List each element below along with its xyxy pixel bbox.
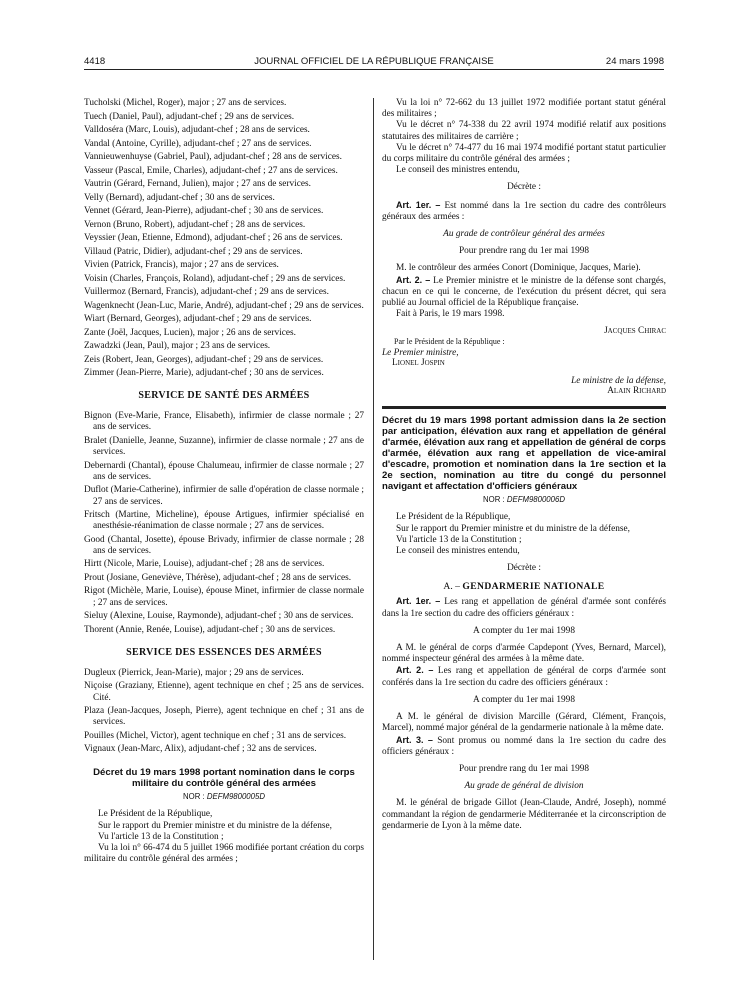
decree-paragraph: Vu la loi n° 66-474 du 5 juillet 1966 modifiée portant création du corps militaire du contrôle général des armées ; xyxy=(84,843,364,865)
d2-article-3-label: Art. 3. – xyxy=(396,734,433,745)
section-a-title: GENDARMERIE NATIONALE xyxy=(462,581,605,593)
list-entry: Pouilles (Michel, Victor), agent technique en chef ; 31 ans de services. xyxy=(84,730,347,741)
list-entry: Voisin (Charles, François, Roland), adjudant-chef ; 29 ans de services. xyxy=(84,273,346,284)
section-a-prefix: A. – xyxy=(443,581,460,593)
right-column xyxy=(382,98,666,832)
article-1 xyxy=(382,200,666,223)
list-entry: Zante (Joël, Jacques, Lucien), major ; 26 ans de services. xyxy=(84,327,296,338)
page-header xyxy=(84,56,664,70)
decree-paragraph: Vu la loi n° 72-662 du 13 juillet 1972 modifiée portant statut général des militaires ; xyxy=(382,98,666,120)
list-entry: Duflot (Marie-Catherine), infirmier de salle d'opération de classe normale ; 27 ans de services. xyxy=(84,485,364,507)
signature-president: Jacques Chirac xyxy=(604,326,666,337)
list-entry: Sieluy (Alexine, Louise, Raymonde), adjudant-chef ; 30 ans de services. xyxy=(84,611,354,622)
d2-article-2-text: Les rang et appellation de général de corps d'armée sont conférés dans la 1re section du cadre des officiers généraux : xyxy=(382,666,667,688)
list-entry: Rigot (Michèle, Marie, Louise), épouse Minet, infirmier de classe normale ; 27 ans de services. xyxy=(84,586,364,608)
article-2 xyxy=(382,275,666,310)
list-entry: Vennet (Gérard, Jean-Pierre), adjudant-chef ; 30 ans de services. xyxy=(84,206,324,216)
decree-paragraph: Le Président de la République, xyxy=(98,809,213,820)
list-entry: Tuech (Daniel, Paul), adjudant-chef ; 29 ans de services. xyxy=(84,111,295,122)
section-a-heading xyxy=(382,581,666,592)
decrete-label-2: Décrète : xyxy=(507,563,541,574)
decree-paragraph: Le conseil des ministres entendu, xyxy=(396,546,520,557)
d2-article-3 xyxy=(382,735,666,758)
issue-date: 24 mars 1998 xyxy=(605,56,664,67)
list-entry: Wagenknecht (Jean-Luc, Marie, André), adjudant-chef ; 29 ans de services. xyxy=(84,300,364,311)
nor-label: NOR : xyxy=(183,792,205,802)
journal-title: JOURNAL OFFICIEL DE LA RÉPUBLIQUE FRANÇAISE xyxy=(254,56,494,67)
list-entry: Wiart (Bernard, Georges), adjudant-chef ; 29 ans de services. xyxy=(84,314,312,324)
d2-grade-3: Au grade de général de division xyxy=(464,781,584,792)
list-entry: Vasseur (Pascal, Emile, Charles), adjudant-chef ; 27 ans de services. xyxy=(84,165,338,176)
sante-list xyxy=(84,411,364,636)
list-entry: Vautrin (Gérard, Fernand, Julien), major ; 27 ans de services. xyxy=(84,179,311,189)
list-entry: Prout (Josiane, Geneviève, Thérèse), adjudant-chef ; 28 ans de services. xyxy=(84,572,352,583)
d2-article-1 xyxy=(382,596,666,619)
nor-label: NOR : xyxy=(483,495,505,505)
d2-rang-3: Pour prendre rang du 1er mai 1998 xyxy=(458,763,590,774)
decree-preamble xyxy=(84,809,364,865)
article-1-text: Est nommé dans la 1re section du cadre des contrôleurs généraux des armées : xyxy=(382,200,666,222)
d2-article-1-text: Les rang et appellation de général d'armée sont conférés dans la 1re section du cadre des officiers généraux : xyxy=(382,597,667,619)
d2-compter-1: A compter du 1er mai 1998 xyxy=(473,625,575,636)
list-entry: Zimmer (Jean-Pierre, Marie), adjudant-chef ; 30 ans de services. xyxy=(84,368,324,378)
list-entry: Vuillermoz (Bernard, Francis), adjudant-chef ; 29 ans de services. xyxy=(84,287,329,297)
decree-visas xyxy=(382,98,666,176)
d2-article-3-text: Sont promus ou nommé dans la 1re section du cadre des officiers généraux : xyxy=(382,735,666,757)
decree-paragraph: Le Président de la République, xyxy=(396,512,511,523)
rang-line: Pour prendre rang du 1er mai 1998 xyxy=(458,246,590,257)
list-entry: Villaud (Patric, Didier), adjudant-chef ; 29 ans de services. xyxy=(84,246,303,257)
nor-code: DEFM9800006D xyxy=(506,495,565,505)
d2-compter-2: A compter du 1er mai 1998 xyxy=(473,694,575,705)
fait-a-paris: Fait à Paris, le 19 mars 1998. xyxy=(396,309,505,320)
decree-paragraph: Le conseil des ministres entendu, xyxy=(396,165,520,176)
decree-2-preamble xyxy=(382,512,666,557)
premier-ministre-label: Le Premier ministre, xyxy=(382,348,459,359)
list-entry: Vandal (Antoine, Cyrille), adjudant-chef ; 27 ans de services. xyxy=(84,138,312,149)
list-entry: Veyssier (Jean, Etienne, Edmond), adjudant-chef ; 26 ans de services. xyxy=(84,233,343,243)
grade-line: Au grade de contrôleur général des armées xyxy=(443,229,605,240)
d2-nomination-1: A M. le général de corps d'armée Capdepont (Yves, Bernard, Marcel), nommé inspecteur général des armées à la même date. xyxy=(382,643,666,665)
list-entry: Debernardi (Chantal), épouse Chalumeau, infirmier de classe normale ; 27 ans de services. xyxy=(84,460,364,482)
d2-nomination-3: M. le général de brigade Gillot (Jean-Claude, André, Joseph), nommé commandant la région de gendarmerie Méditerranée et la circonscription de gendarmerie de Lyon à la même date. xyxy=(382,798,666,831)
ministre-defense-name: Alain Richard xyxy=(607,386,666,397)
decree-2-title: Décret du 19 mars 1998 portant admission dans la 2e section par anticipation, élévation aux rang et appellation de général d'armée, élévation aux rang et appellation de général de corps d'armée, élévation aux rang et appellation de vice-amiral d'escadre, promotion et nomination dans la 1re section et la 2e section, nomination au titre du congé du personnel navigant et affectation d'officiers généraux xyxy=(382,415,666,493)
list-entry: Zawadzki (Jean, Paul), major ; 23 ans de services. xyxy=(84,341,271,351)
ministre-defense-label: Le ministre de la défense, xyxy=(571,376,666,387)
section-heading-essences: SERVICE DES ESSENCES DES ARMÉES xyxy=(126,646,322,658)
d2-nomination-2: A M. le général de division Marcille (Gérard, Clément, François, Marcel), nommé major général de la gendarmerie nationale à la même date. xyxy=(382,712,666,734)
list-entry: Valldoséra (Marc, Louis), adjudant-chef ; 28 ans de services. xyxy=(84,125,310,135)
decree-paragraph: Vu l'article 13 de la Constitution ; xyxy=(396,534,522,545)
d2-article-2 xyxy=(382,665,666,688)
retiree-list xyxy=(84,98,364,379)
list-entry: Good (Chantal, Josette), épouse Brivady, infirmier de classe normale ; 28 ans de services. xyxy=(84,534,364,556)
par-le-president: Par le Président de la République : xyxy=(394,337,505,347)
page-number: 4418 xyxy=(84,56,106,67)
list-entry: Fritsch (Martine, Micheline), épouse Artigues, infirmier spécialisé en anesthésie-réanimation de classe normale ; 27 ans de services. xyxy=(84,510,364,532)
decree-separator xyxy=(382,406,666,409)
list-entry: Zeis (Robert, Jean, Georges), adjudant-chef ; 29 ans de services. xyxy=(84,354,324,365)
header-rule xyxy=(84,69,664,70)
list-entry: Vernon (Bruno, Robert), adjudant-chef ; 28 ans de services. xyxy=(84,219,306,230)
d2-article-2-label: Art. 2. – xyxy=(396,665,434,676)
decree-paragraph: Vu le décret n° 74-477 du 16 mai 1974 modifié portant statut particulier du corps militaire du contrôle général des armées ; xyxy=(382,142,666,165)
d2-article-1-label: Art. 1er. – xyxy=(396,596,441,607)
decree-paragraph: Sur le rapport du Premier ministre et du ministre de la défense, xyxy=(396,523,630,534)
list-entry: Thorent (Annie, Renée, Louise), adjudant-chef ; 30 ans de services. xyxy=(84,624,336,635)
article-2-text: Le Premier ministre et le ministre de la défense sont chargés, chacun en ce qui le concerne, de l'exécution du présent décret, qui sera publié au Journal officiel de la République française. xyxy=(382,275,666,309)
list-entry: Velly (Bernard), adjudant-chef ; 30 ans de services. xyxy=(84,192,275,203)
list-entry: Tucholski (Michel, Roger), major ; 27 ans de services. xyxy=(84,98,287,108)
essences-list xyxy=(84,668,364,756)
decree-nor xyxy=(84,792,364,801)
decree-title: Décret du 19 mars 1998 portant nomination dans le corps militaire du contrôle général des armées xyxy=(93,767,355,790)
list-entry: Vannieuwenhuyse (Gabriel, Paul), adjudant-chef ; 28 ans de services. xyxy=(84,152,342,162)
list-entry: Bralet (Danielle, Jeanne, Suzanne), infirmier de classe normale ; 27 ans de services. xyxy=(84,435,364,458)
decree-paragraph: Vu le décret n° 74-338 du 22 avril 1974 modifié relatif aux positions statutaires des militaires de carrière ; xyxy=(382,120,666,142)
decree-paragraph: Sur le rapport du Premier ministre et du ministre de la défense, xyxy=(98,820,332,831)
list-entry: Bignon (Eve-Marie, France, Elisabeth), infirmier de classe normale ; 27 ans de services. xyxy=(84,411,364,433)
nomination-1: M. le contrôleur des armées Conort (Dominique, Jacques, Marie). xyxy=(396,263,641,274)
list-entry: Plaza (Jean-Jacques, Joseph, Pierre), agent technique en chef ; 31 ans de services. xyxy=(84,706,364,728)
column-divider xyxy=(373,98,374,960)
left-column xyxy=(84,98,364,865)
decree-paragraph: Vu l'article 13 de la Constitution ; xyxy=(98,831,224,842)
decrete-label: Décrète : xyxy=(507,182,541,193)
list-entry: Niçoise (Graziany, Etienne), agent technique en chef ; 25 ans de services. Cité. xyxy=(84,681,364,703)
list-entry: Vignaux (Jean-Marc, Alix), adjudant-chef ; 32 ans de services. xyxy=(84,744,317,755)
article-2-label: Art. 2. – xyxy=(396,274,431,285)
list-entry: Hirtt (Nicole, Marie, Louise), adjudant-chef ; 28 ans de services. xyxy=(84,559,325,570)
premier-ministre-name: Lionel Jospin xyxy=(392,358,445,369)
nor-code: DEFM9800005D xyxy=(206,792,265,802)
list-entry: Dugleux (Pierrick, Jean-Marie), major ; 29 ans de services. xyxy=(84,667,304,678)
list-entry: Vivien (Patrick, Francis), major ; 27 ans de services. xyxy=(84,260,279,270)
article-1-label: Art. 1er. – xyxy=(396,199,441,210)
section-heading-sante: SERVICE DE SANTÉ DES ARMÉES xyxy=(138,390,310,402)
decree-2-nor xyxy=(382,495,666,504)
